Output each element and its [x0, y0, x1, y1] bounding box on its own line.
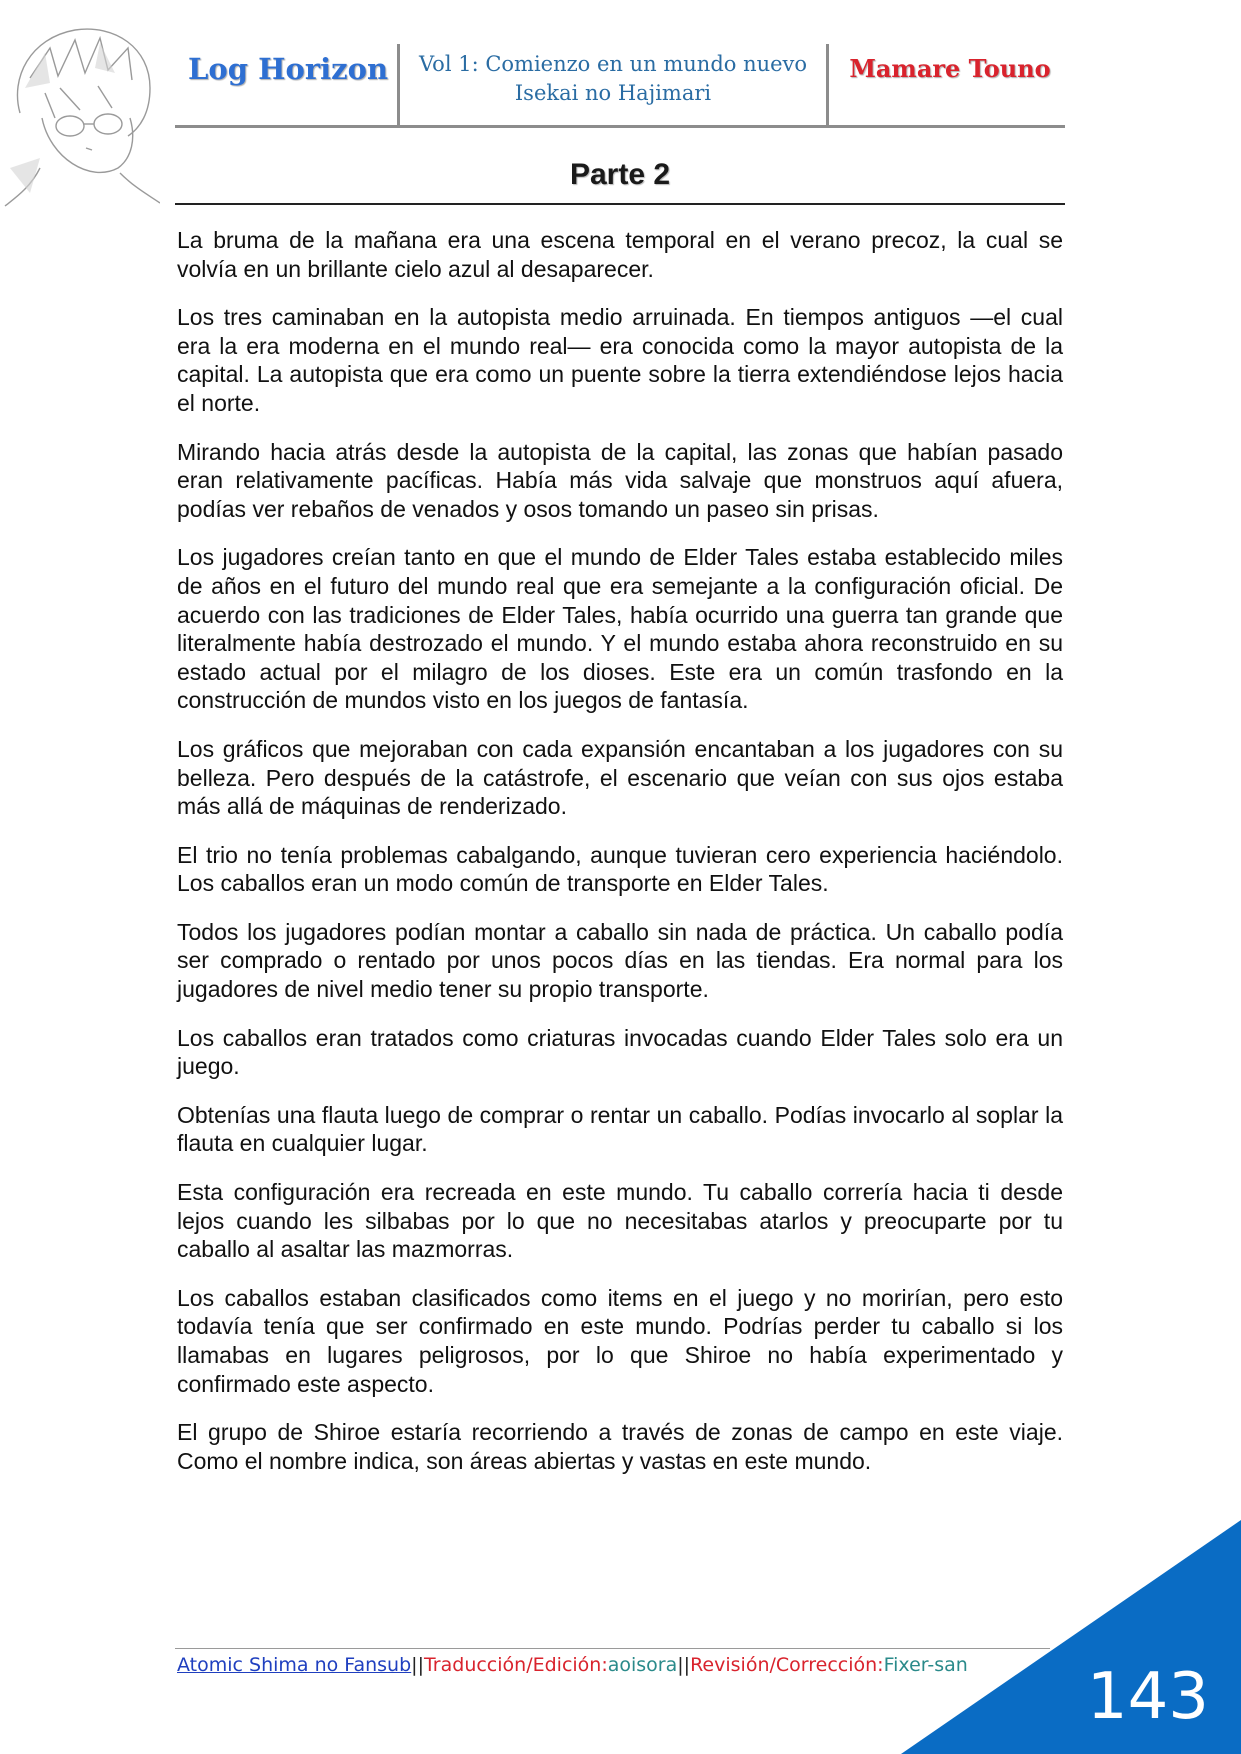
paragraph: Los gráficos que mejoraban con cada expansión encantaban a los jugadores con su belleza. Pero después de la catástrofe, el escenario que veían con sus ojos estaba más allá de máquinas de renderizado. — [177, 735, 1063, 820]
paragraph: Los caballos eran tratados como criaturas invocadas cuando Elder Tales solo era un juego. — [177, 1024, 1063, 1080]
paragraph: La bruma de la mañana era una escena temporal en el verano precoz, la cual se volvía en un brillante cielo azul al desaparecer. — [177, 227, 1063, 282]
translation-label: Traducción/Edición: — [423, 1654, 608, 1676]
volume-info — [405, 50, 821, 108]
author-name: Mamare Touno — [849, 54, 1051, 83]
body-text — [177, 226, 1063, 1495]
page-number: 143 — [1086, 1660, 1209, 1734]
fansub-link[interactable]: Atomic Shima no Fansub — [177, 1654, 412, 1676]
series-title: Log Horizon — [188, 52, 389, 86]
paragraph: Los tres caminaban en la autopista medio arruinada. En tiempos antiguos —el cual era la era moderna en el mundo real— era conocida como la mayor autopista de la capital. La autopista que era como un puente sobre la tierra extendiéndose lejos hacia el norte. — [177, 304, 1063, 416]
header-divider — [826, 44, 829, 126]
paragraph: Mirando hacia atrás desde la autopista de la capital, las zonas que habían pasado eran relativamente pacíficas. Había más vida salvaje que monstruos aquí afuera, podías ver rebaños de venados y osos tomando un paseo sin prisas. — [177, 438, 1063, 522]
character-illustration — [0, 18, 160, 208]
paragraph: Los jugadores creían tanto en que el mundo de Elder Tales estaba establecido miles de años en el futuro del mundo real que era semejante a la configuración oficial. De acuerdo con las tradiciones de Elder Tales, había ocurrido una guerra tan grande que literalmente había destrozado el mundo. Y el mundo estaba ahora reconstruido en su estado actual por el milagro de los dioses. Este era un común trasfondo en la construcción de mundos visto en los juegos de fantasía. — [177, 544, 1063, 714]
reviser-name: Fixer-san — [883, 1654, 968, 1676]
translator-name: aoisora — [607, 1654, 678, 1676]
volume-subtitle: Isekai no Hajimari — [514, 81, 712, 105]
paragraph: Obtenías una flauta luego de comprar o rentar un caballo. Podías invocarlo al soplar la flauta en cualquier lugar. — [177, 1101, 1063, 1157]
footer-credits — [177, 1654, 968, 1676]
paragraph: El trio no tenía problemas cabalgando, aunque tuvieran cero experiencia haciéndolo. Los caballos eran un modo común de transporte en Elder Tales. — [177, 841, 1063, 897]
paragraph: Esta configuración era recreada en este mundo. Tu caballo correría hacia ti desde lejos cuando les silbabas por lo que no necesitabas atarlos y preocuparte por tu caballo al asaltar las mazmorras. — [177, 1179, 1063, 1263]
header-divider — [397, 44, 400, 126]
paragraph: El grupo de Shiroe estaría recorriendo a través de zonas de campo en este viaje. Como el nombre indica, son áreas abiertas y vastas en este mundo. — [177, 1419, 1063, 1474]
header-rule — [175, 125, 1065, 128]
paragraph: Los caballos estaban clasificados como items en el juego y no morirían, pero esto todavía tenía que ser confirmado en este mundo. Podrías perder tu caballo si los llamabas en lugares peligrosos, por lo que Shiroe no había experimentado y confirmado este aspecto. — [177, 1284, 1063, 1397]
revision-label: Revisión/Corrección: — [690, 1654, 884, 1676]
title-rule — [175, 203, 1065, 205]
chapter-title: Parte 2 — [569, 158, 671, 191]
footer-separator: || — [411, 1654, 424, 1676]
volume-title: Vol 1: Comienzo en un mundo nuevo — [418, 52, 808, 76]
footer-separator: || — [677, 1654, 691, 1676]
paragraph: Todos los jugadores podían montar a caballo sin nada de práctica. Un caballo podía ser comprado o rentado por unos pocos días en las tiendas. Era normal para los jugadores de nivel medio tener su propio transporte. — [177, 918, 1063, 1003]
